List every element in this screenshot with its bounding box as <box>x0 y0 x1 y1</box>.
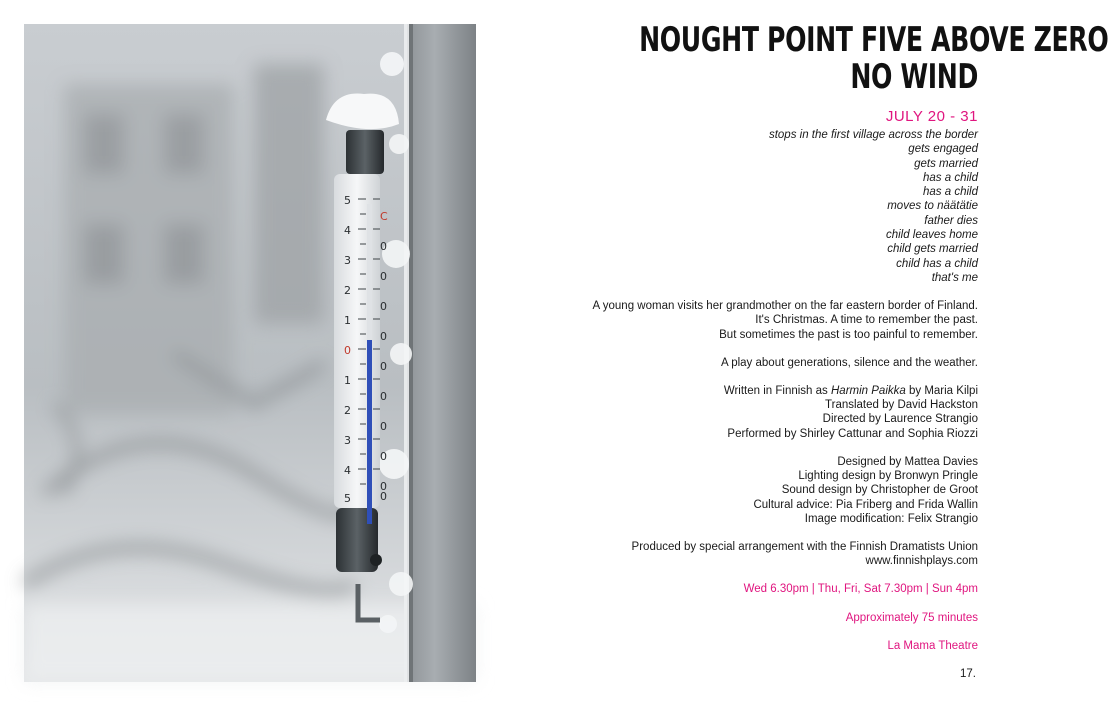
scale-right-label: 0 <box>380 490 387 503</box>
synopsis-line: A young woman visits her grandmother on the far eastern border of Finland. <box>592 300 978 313</box>
scale-right-label: 0 <box>380 360 387 373</box>
title-line: NO WIND <box>850 57 978 97</box>
run-dates: JULY 20 - 31 <box>885 108 978 125</box>
poem-line: father dies <box>924 214 978 227</box>
scale-left-label: 2 <box>344 404 351 417</box>
design-credit: Image modification: Felix Strangio <box>804 512 978 525</box>
scale-left-label: 4 <box>344 224 351 237</box>
poem-line: has a child <box>923 171 978 184</box>
tagline-text: A play about generations, silence and the weather. <box>720 356 978 369</box>
scale-right-label: 0 <box>380 330 387 343</box>
poem-line: child leaves home <box>885 229 978 242</box>
duration-text: Approximately 75 minutes <box>845 611 978 624</box>
design-credit: Designed by Mattea Davies <box>837 455 978 468</box>
poem-line: that's me <box>931 271 978 284</box>
tagline <box>520 356 978 370</box>
duration <box>520 611 978 625</box>
scale-left-label: 3 <box>344 434 351 447</box>
thermometer-photo <box>24 24 476 682</box>
production-note <box>520 540 978 568</box>
poem <box>520 128 978 285</box>
scale-right-label: 0 <box>380 240 387 253</box>
design-credits <box>520 455 978 526</box>
scale-left-label: 1 <box>344 374 351 387</box>
scale-left-label: 2 <box>344 284 351 297</box>
poem-line: child gets married <box>887 243 978 256</box>
scale-right-label: 0 <box>380 480 387 493</box>
performance-times <box>520 582 978 596</box>
design-credit: Lighting design by Bronwyn Pringle <box>798 470 978 483</box>
venue-text: La Mama Theatre <box>887 639 978 652</box>
poem-line: stops in the first village across the border <box>768 129 978 141</box>
credit-written-title: Harmin Paikka <box>831 385 906 398</box>
credit-written <box>520 384 978 398</box>
poem-line: moves to näätätie <box>887 200 978 213</box>
design-credit: Sound design by Christopher de Groot <box>781 484 978 497</box>
credit-directed: Directed by Laurence Strangio <box>822 413 978 426</box>
scale-left-label: 4 <box>344 464 351 477</box>
page-title <box>639 20 1108 97</box>
poem-line: child has a child <box>896 257 978 270</box>
synopsis-line: It's Christmas. A time to remember the past. <box>755 314 978 327</box>
scale-right-label: 0 <box>380 450 387 463</box>
website-link[interactable]: www.finnishplays.com <box>865 555 978 568</box>
scale-left-label: 0 <box>344 344 351 357</box>
credit-translated: Translated by David Hackston <box>825 399 978 412</box>
text-column <box>520 20 1108 653</box>
credit-performed: Performed by Shirley Cattunar and Sophia Riozzi <box>727 427 978 440</box>
scale-right-label: 0 <box>380 420 387 433</box>
poem-line: gets married <box>914 157 978 170</box>
credit-written-prefix: Written in Finnish as <box>723 385 831 398</box>
title-line: NOUGHT POINT FIVE ABOVE ZERO <box>639 20 1108 60</box>
production-line: Produced by special arrangement with the Finnish Dramatists Union <box>631 540 978 553</box>
page-number: 17. <box>960 668 976 680</box>
times-text: Wed 6.30pm | Thu, Fri, Sat 7.30pm | Sun 4pm <box>743 583 978 596</box>
scale-left-label: 1 <box>344 314 351 327</box>
scale-right-label: C <box>380 210 388 223</box>
credit-written-suffix: by Maria Kilpi <box>905 385 978 398</box>
venue <box>520 639 978 653</box>
synopsis <box>520 299 978 342</box>
scale-right-label: 0 <box>380 300 387 313</box>
scale-right-label: 0 <box>380 390 387 403</box>
design-credit: Cultural advice: Pia Friberg and Frida Wallin <box>753 498 978 511</box>
scale-right-label: 0 <box>380 270 387 283</box>
thermometer-photo-art <box>24 24 476 682</box>
synopsis-line: But sometimes the past is too painful to remember. <box>719 328 978 341</box>
scale-left-label: 5 <box>344 492 351 505</box>
poem-line: has a child <box>923 186 978 199</box>
credits <box>520 384 978 441</box>
scale-left-label: 5 <box>344 194 351 207</box>
poem-line: gets engaged <box>908 143 978 156</box>
scale-left-label: 3 <box>344 254 351 267</box>
